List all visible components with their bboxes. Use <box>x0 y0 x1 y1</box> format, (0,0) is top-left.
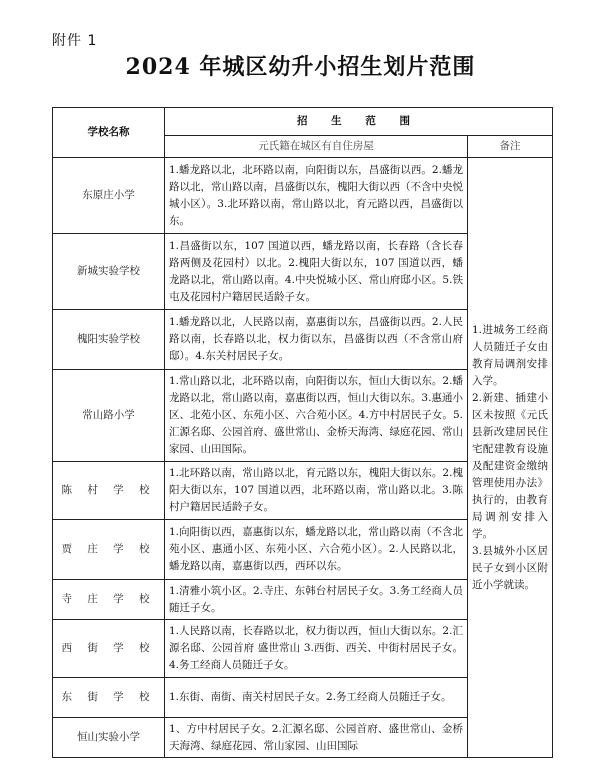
range-text: 1.蟠龙路以北，人民路以南，嘉惠街以东，昌盛街以西。2.人民路以南，长春路以北，权力街以东，昌盛街以西（不含常山府邸）。4.东关村居民子女。 <box>165 310 468 370</box>
range-text: 1.常山路以北，北环路以南，向阳街以东，恒山大街以东。2.蟠龙路以北，常山路以南，嘉惠街以西，恒山大街以东。3.惠通小区、北苑小区、东苑小区、六合苑小区。4.方中村居民子女。5.汇源名邸、公园首府、盛世常山、金桥天海湾、绿庭花园、常山家园、山田国际。 <box>165 370 468 462</box>
range-text: 1.昌盛街以东，107 国道以西，蟠龙路以南，长春路（含长春路两侧及花园村）以北。2.槐阳大街以东，107 国道以西，蟠龙路以北，常山路以南。4.中央悦城小区、常山府邸小区。5.铁屯及花园村户籍居民适龄子女。 <box>165 234 468 310</box>
school-name: 西 街 学 校 <box>53 620 165 678</box>
school-name: 恒山实验小学 <box>53 718 165 758</box>
school-name: 东 街 学 校 <box>53 678 165 718</box>
school-name: 槐阳实验学校 <box>53 310 165 370</box>
school-name: 贾 庄 学 校 <box>53 520 165 580</box>
school-name: 寺 庄 学 校 <box>53 580 165 620</box>
range-text: 1.北环路以南，常山路以北，育元路以东，槐阳大街以东。2.槐阳大街以东，107 国道以西，北环路以南，常山路以北。3.陈村户籍居民适龄子女。 <box>165 462 468 520</box>
remarks-cell <box>468 158 553 758</box>
remark-item: 2.新建、插建小区未按照《元氏县新改建居民住宅配建教育设施及配建资金缴纳管理使用办法》执行的，由教育局调剂安排入学。 <box>472 391 548 540</box>
table-row <box>53 158 553 234</box>
school-name: 陈 村 学 校 <box>53 462 165 520</box>
range-text: 1.清雅小筑小区。2.寺庄、东韩台村居民子女。3.务工经商人员随迁子女。 <box>165 580 468 620</box>
enrollment-table <box>52 107 553 758</box>
attachment-label: 附件 1 <box>52 33 98 49</box>
remark-item: 1.进城务工经商人员随迁子女由教育局调剂安排入学。 <box>472 323 548 387</box>
school-name: 东原庄小学 <box>53 158 165 234</box>
header-school-name: 学校名称 <box>53 108 165 158</box>
range-text: 1.向阳街以西，嘉惠街以东，蟠龙路以北，常山路以南（不含北苑小区、惠通小区、东苑小区、六合苑小区）。2.人民路以北，蟠龙路以南，嘉惠街以西，西环以东。 <box>165 520 468 580</box>
range-text: 1.东街、南街、南关村居民子女。2.务工经商人员随迁子女。 <box>165 678 468 718</box>
school-name: 常山路小学 <box>53 370 165 462</box>
range-text: 1.人民路以南，长春路以北，权力街以西，恒山大街以东。2.汇源名邸、公园首府 盛世常山 3.西街、西关、中街村居民子女。4.务工经商人员随迁子女。 <box>165 620 468 678</box>
header-sub-range: 元氏籍在城区有自住房屋 <box>165 136 468 158</box>
range-text: 1.蟠龙路以北，北环路以南，向阳街以东，昌盛街以西。2.蟠龙路以北，常山路以南，昌盛街以东，槐阳大街以西（不含中央悦城小区）。3.北环路以南，常山路以北，育元路以西，昌盛街以东。 <box>165 158 468 234</box>
header-remarks: 备注 <box>468 136 553 158</box>
remark-item: 3.县城外小区居民子女到小区附近小学就读。 <box>472 544 548 591</box>
school-name: 新城实验学校 <box>53 234 165 310</box>
range-text: 1、方中村居民子女。2.汇源名邸、公园首府、盛世常山、金桥天海湾、绿庭花园、常山家园、山田国际 <box>165 718 468 758</box>
table-header-row <box>53 108 553 136</box>
page-title: 2024 年城区幼升小招生划片范围 <box>125 54 476 80</box>
header-range: 招 生 范 围 <box>165 108 553 136</box>
